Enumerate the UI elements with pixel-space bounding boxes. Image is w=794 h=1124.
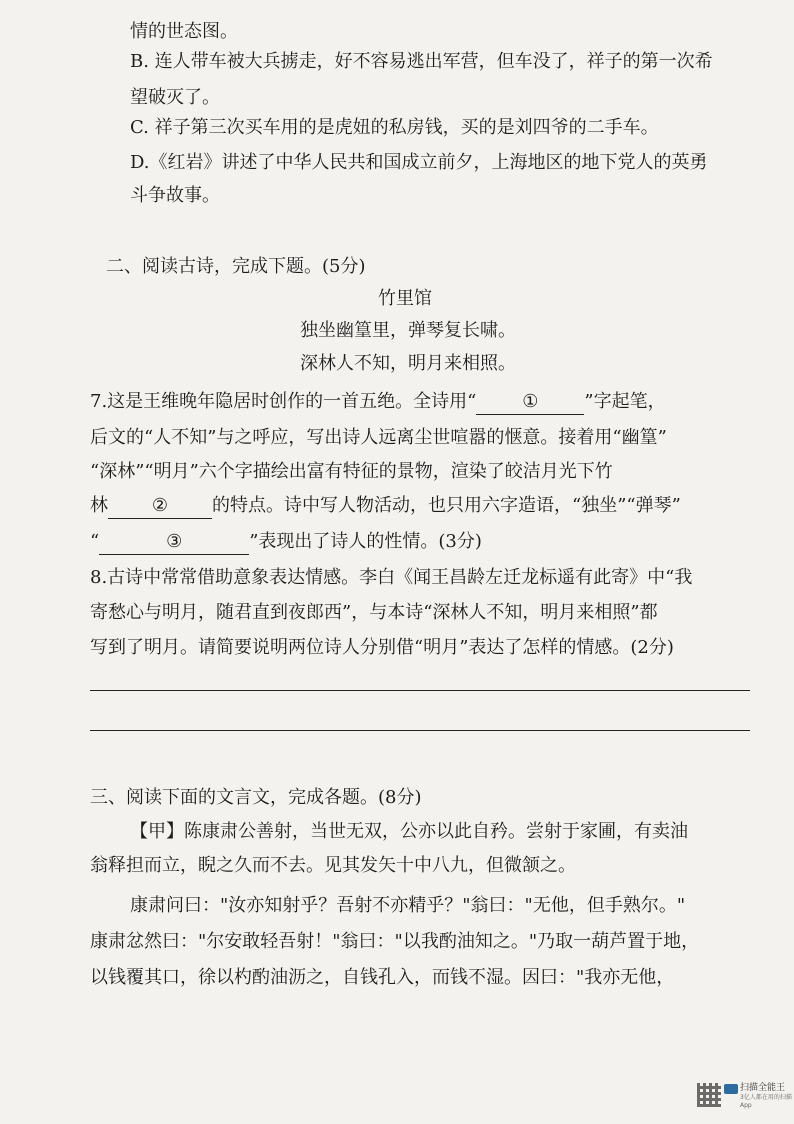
scanner-watermark <box>740 1082 794 1110</box>
option-b-cont: 望破灭了。 <box>130 87 220 108</box>
passage-line: 康肃问曰："汝亦知射乎？吾射不亦精乎？"翁曰："无他，但手熟尔。" <box>130 895 686 916</box>
poem-title: 竹里馆 <box>378 288 432 309</box>
question-7-line-2: 后文的“人不知”与之呼应，写出诗人远离尘世喧嚣的惬意。接着用“幽篁” <box>90 427 667 448</box>
scanner-logo-icon <box>724 1084 738 1094</box>
passage-line: 康肃忿然曰："尔安敢轻吾射！"翁曰："以我酌油知之。"乃取一葫芦置于地， <box>90 931 700 952</box>
answer-blank-1[interactable]: ① <box>476 390 584 415</box>
question-7-line-4: 林 ② 的特点。诗中写人物活动，也只用六字造语，“独坐”“弹琴” <box>90 494 681 519</box>
question-7-line-1: 7.这是王维晚年隐居时创作的一首五绝。全诗用“ ① ”字起笔， <box>90 390 666 415</box>
question-7-line-3: “深林”“明月”六个字描绘出富有特征的景物，渲染了皎洁月光下竹 <box>90 461 613 482</box>
passage-line: 【甲】陈康肃公善射，当世无双，公亦以此自矜。尝射于家圃，有卖油 <box>130 821 688 842</box>
passage-line: 以钱覆其口，徐以杓酌油沥之，自钱孔入，而钱不湿。因曰："我亦无他， <box>90 967 675 988</box>
poem-line-1: 独坐幽篁里，弹琴复长啸。 <box>300 320 516 341</box>
question-7-line-5: “ ③ ”表现出了诗人的性情。(3分) <box>90 530 482 555</box>
scanner-app-sub: 3亿人都在用的扫描App <box>740 1094 792 1109</box>
question-8-line-1: 8.古诗中常常借助意象表达情感。李白《闻王昌龄左迁龙标遥有此寄》中“我 <box>90 567 693 588</box>
option-c-line: C. 祥子第三次买车用的是虎妞的私房钱，买的是刘四爷的二手车。 <box>130 117 659 138</box>
poem-line-2: 深林人不知，明月来相照。 <box>300 353 516 374</box>
answer-blank-3[interactable]: ③ <box>99 530 249 555</box>
scanner-app-name: 扫描全能王 <box>740 1083 786 1093</box>
option-d-cont: 斗争故事。 <box>130 185 220 206</box>
passage-line: 翁释担而立，睨之久而不去。见其发矢十中八九，但微颔之。 <box>90 855 576 876</box>
answer-blank-2[interactable]: ② <box>108 494 212 519</box>
section-3-heading: 三、阅读下面的文言文，完成各题。(8分) <box>90 787 422 808</box>
question-8-line-2: 寄愁心与明月，随君直到夜郎西”，与本诗“深林人不知，明月来相照”都 <box>90 602 658 623</box>
question-8-line-3: 写到了明月。请简要说明两位诗人分别借“明月”表达了怎样的情感。(2分) <box>90 637 674 658</box>
answer-line-1[interactable] <box>90 690 750 691</box>
section-2-heading: 二、阅读古诗，完成下题。(5分) <box>106 256 366 277</box>
qr-code-icon <box>697 1083 721 1107</box>
option-b-line: B. 连人带车被大兵掳走，好不容易逃出军营，但车没了，祥子的第一次希 <box>130 51 713 72</box>
option-d-line: D.《红岩》讲述了中华人民共和国成立前夕，上海地区的地下党人的英勇 <box>130 152 708 173</box>
answer-line-2[interactable] <box>90 730 750 731</box>
text-line: 情的世态图。 <box>130 21 238 42</box>
